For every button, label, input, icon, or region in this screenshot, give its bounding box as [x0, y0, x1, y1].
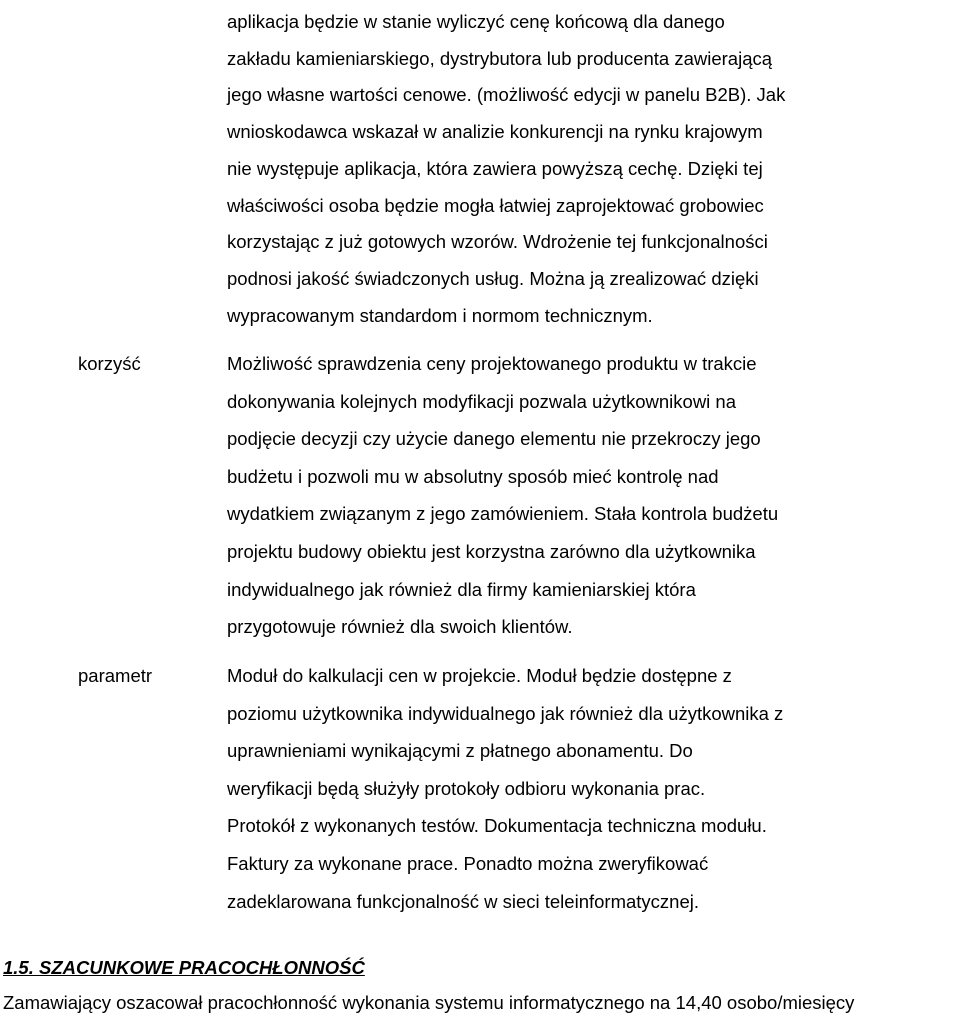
row-text-line: weryfikacji będą służyły protokoły odbioru wykonania prac.	[227, 777, 706, 799]
intro-line: nie występuje aplikacja, która zawiera powyższą cechę. Dzięki tej	[227, 157, 763, 179]
row-text-line: uprawnieniami wynikającymi z płatnego abonamentu. Do	[227, 740, 693, 762]
intro-line: aplikacja będzie w stanie wyliczyć cenę końcową dla danego	[227, 11, 725, 32]
row-text	[227, 657, 947, 920]
section-body: Zamawiający oszacował pracochłonność wykonania systemu informatycznego na 14,40 osobo/miesięcy	[3, 992, 855, 1013]
row-text-line: podjęcie decyzji czy użycie danego elementu nie przekroczy jego	[227, 428, 761, 450]
row-text-line: wydatkiem związanym z jego zamówieniem. Stała kontrola budżetu	[227, 503, 779, 525]
intro-paragraph	[227, 4, 947, 334]
intro-line: jego własne wartości cenowe. (możliwość edycji w panelu B2B). Jak	[227, 84, 786, 106]
row-text	[227, 345, 947, 646]
row-text-line: poziomu użytkownika indywidualnego jak również dla użytkownika z	[227, 702, 784, 724]
row-text-line: przygotowuje również dla swoich klientów.	[227, 616, 573, 638]
intro-line: wypracowanym standardom i normom technicznym.	[227, 304, 653, 326]
intro-line: podnosi jakość świadczonych usług. Można ją zrealizować dzięki	[227, 267, 759, 289]
row-text-line: projektu budowy obiektu jest korzystna zarówno dla użytkownika	[227, 540, 756, 562]
row-text-line: zadeklarowana funkcjonalność w sieci teleinformatycznej.	[227, 890, 699, 912]
row-text-line: budżetu i pozwoli mu w absolutny sposób mieć kontrolę nad	[227, 465, 719, 487]
row-text-line: Faktury za wykonane prace. Ponadto można zweryfikować	[227, 852, 709, 874]
row-text-line: Moduł do kalkulacji cen w projekcie. Moduł będzie dostępne z	[227, 665, 732, 686]
row-text-line: dokonywania kolejnych modyfikacji pozwala użytkownikowi na	[227, 390, 737, 412]
intro-line: zakładu kamieniarskiego, dystrybutora lub producenta zawierającą	[227, 47, 773, 69]
intro-line: wnioskodawca wskazał w analizie konkurencji na rynku krajowym	[227, 121, 763, 143]
intro-line: korzystając z już gotowych wzorów. Wdrożenie tej funkcjonalności	[227, 231, 768, 253]
row-text-line: Protokół z wykonanych testów. Dokumentacja techniczna modułu.	[227, 815, 767, 837]
row-text-line: Możliwość sprawdzenia ceny projektowanego produktu w trakcie	[227, 353, 757, 374]
row-text-line: indywidualnego jak również dla firmy kamieniarskiej która	[227, 578, 696, 600]
intro-line: właściwości osoba będzie mogła łatwiej zaprojektować grobowiec	[227, 194, 764, 216]
row-label: korzyść	[78, 353, 141, 374]
section-heading: 1.5. SZACUNKOWE PRACOCHŁONNOŚĆ	[3, 957, 365, 978]
row-label: parametr	[78, 665, 153, 686]
